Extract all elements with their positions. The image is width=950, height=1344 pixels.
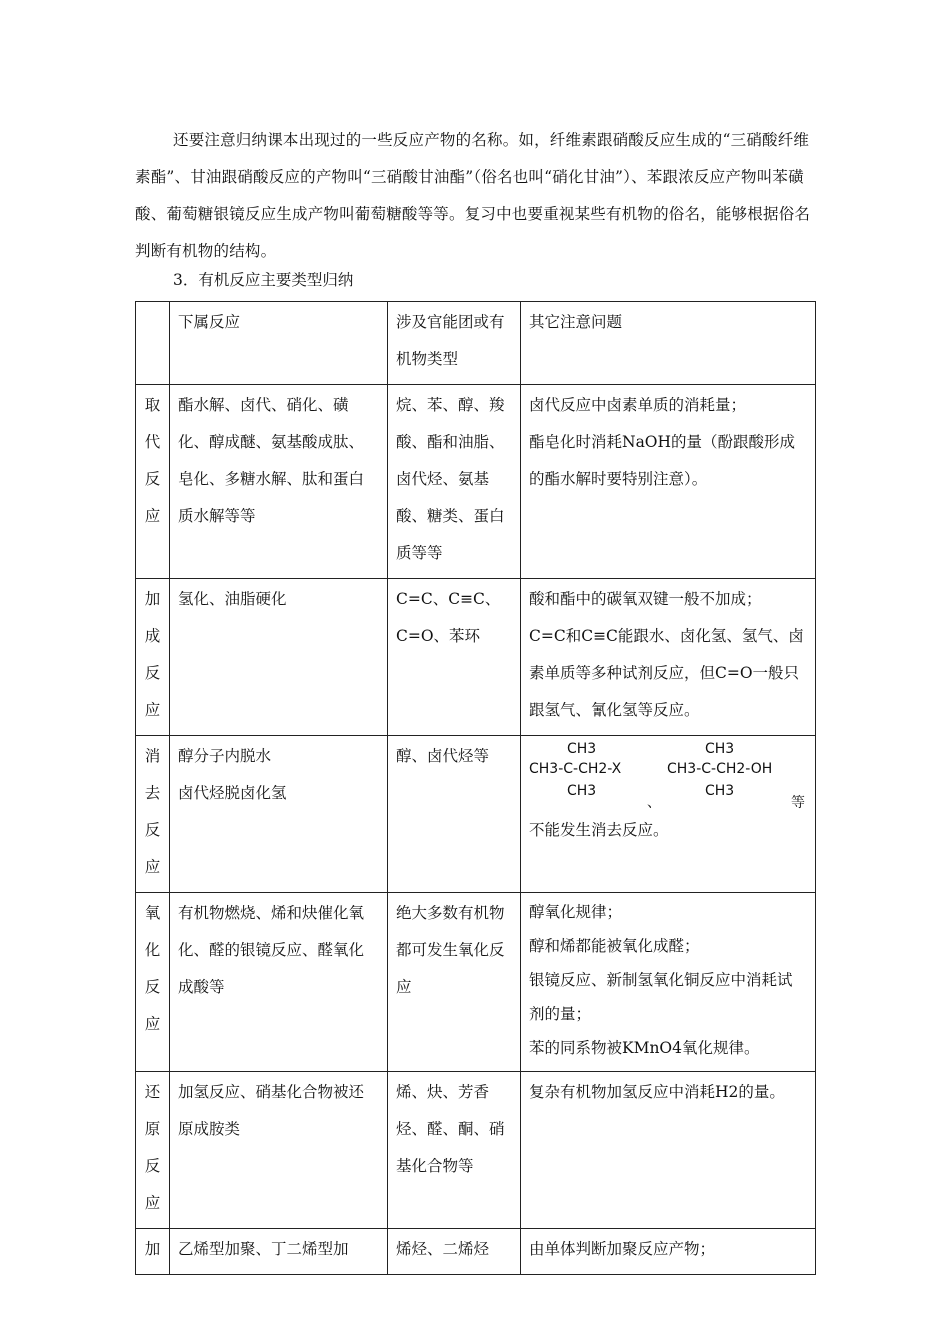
notes-cell: 醇氧化规律； 醇和烯都能被氧化成醛； 银镜反应、新制氢氧化铜反应中消耗试剂的量； 苯的同系物被KMnO4氧化规律。 [521, 893, 816, 1072]
sub-reactions-cell: 酯水解、卤代、硝化、磺 化、醇成醚、氨基酸成肽、皂化、多糖水解、肽和蛋白质水解等等 [170, 385, 388, 579]
table-row [136, 579, 816, 736]
header-cell: 下属反应 [170, 302, 388, 385]
groups-cell: C=C、C≡C、C=O、苯环 [388, 579, 521, 736]
formula1-main: CH3-C-CH2-X [529, 761, 622, 777]
sub-reactions-cell: 有机物燃烧、烯和炔催化氧化、醛的银镜反应、醛氧化成酸等 [170, 893, 388, 1072]
header-cell [136, 302, 170, 385]
groups-cell: 烯、炔、芳香烃、醛、酮、硝基化合物等 [388, 1072, 521, 1229]
table-row [136, 1072, 816, 1229]
reaction-type-cell: 加 成 反 应 [136, 579, 170, 736]
notes-cell: 卤代反应中卤素单质的消耗量； 酯皂化时消耗NaOH的量（酚跟酸形成的酯水解时要特别注意）。 [521, 385, 816, 579]
formula-separator: 、 [647, 795, 661, 811]
notes-cell: 由单体判断加聚反应产物； [521, 1229, 816, 1275]
notes-cell: 复杂有机物加氢反应中消耗H2的量。 [521, 1072, 816, 1229]
table-row [136, 385, 816, 579]
groups-cell: 绝大多数有机物都可发生氧化反应 [388, 893, 521, 1072]
notes-cell: 酸和酯中的碳氧双键一般不加成； C=C和C≡C能跟水、卤化氢、氢气、卤素单质等多种试剂反应，但C=O一般只跟氢气、氰化氢等反应。 [521, 579, 816, 736]
formula1-top: CH3 [567, 741, 597, 757]
sub-reactions-cell: 氢化、油脂硬化 [170, 579, 388, 736]
groups-cell: 烷、苯、醇、羧酸、酯和油脂、卤代烃、氨基酸、糖类、蛋白质等等 [388, 385, 521, 579]
table-row [136, 893, 816, 1072]
groups-cell: 烯烃、二烯烃 [388, 1229, 521, 1275]
section-title: 3．有机反应主要类型归纳 [173, 271, 354, 289]
reaction-type-cell: 加 [136, 1229, 170, 1275]
formula2-main: CH3-C-CH2-OH [667, 761, 773, 777]
formula2-top: CH3 [705, 741, 735, 757]
notes-cell: CH3 CH3-C-CH2-X CH3 、 CH3 CH3-C-CH2-OH CH3 等 不能发生消去反应。 [521, 736, 816, 893]
reaction-type-cell: 还 原 反 应 [136, 1072, 170, 1229]
table-row [136, 736, 816, 893]
reaction-type-cell: 取 代 反 应 [136, 385, 170, 579]
header-cell: 涉及官能团或有机物类型 [388, 302, 521, 385]
formula1-bottom: CH3 [567, 783, 597, 799]
sub-reactions-cell: 加氢反应、硝基化合物被还原成胺类 [170, 1072, 388, 1229]
formula-etc: 等 [791, 795, 805, 811]
sub-reactions-cell: 乙烯型加聚、丁二烯型加 [170, 1229, 388, 1275]
sub-reactions-cell: 醇分子内脱水 卤代烃脱卤化氢 [170, 736, 388, 893]
structural-formulas [529, 738, 807, 812]
groups-cell: 醇、卤代烃等 [388, 736, 521, 893]
header-cell: 其它注意问题 [521, 302, 816, 385]
formula2-bottom: CH3 [705, 783, 735, 799]
reaction-types-table [135, 301, 816, 1275]
reaction-type-cell: 消 去 反 应 [136, 736, 170, 893]
intro-paragraph: 还要注意归纳课本出现过的一些反应产物的名称。如，纤维素跟硝酸反应生成的“三硝酸纤维素酯”、甘油跟硝酸反应的产物叫“三硝酸甘油酯”（俗名也叫“硝化甘油”）、苯跟浓反应产物叫苯磺酸、葡萄糖银镜反应生成产物叫葡萄糖酸等等。复习中也要重视某些有机物的俗名，能够根据俗名判断有机物的结构。 [135, 131, 811, 260]
reaction-type-cell: 氧 化 反 应 [136, 893, 170, 1072]
table-row [136, 1229, 816, 1275]
table-header-row [136, 302, 816, 385]
